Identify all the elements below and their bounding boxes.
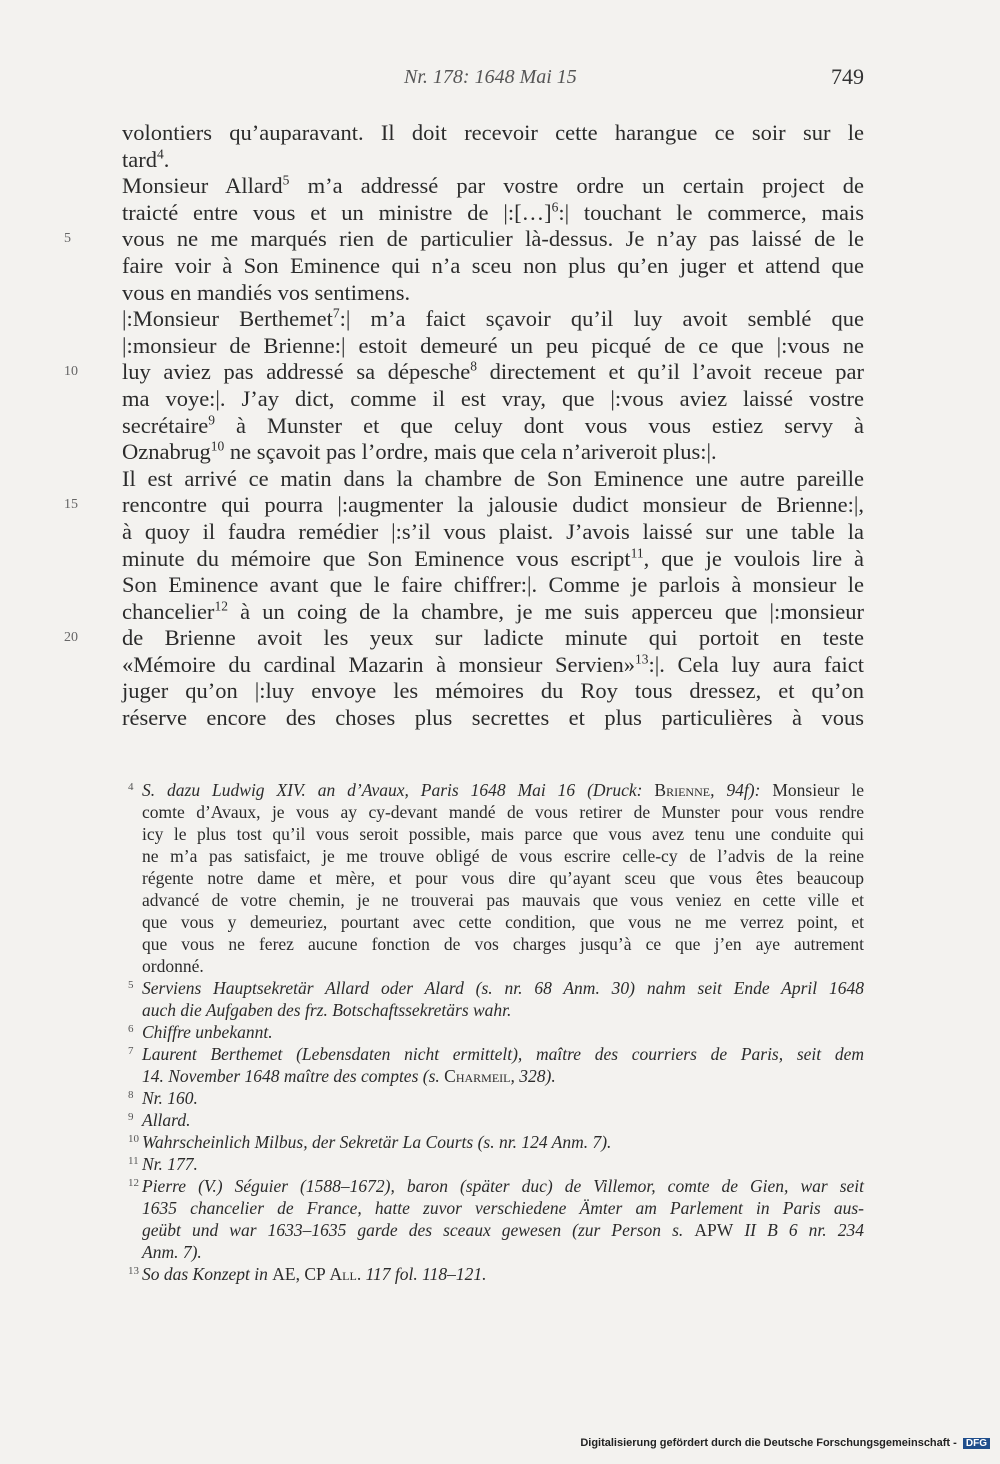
footnote-number: 7: [128, 1045, 134, 1057]
footnote-number: 6: [128, 1023, 134, 1035]
dfg-logo: DFG: [963, 1438, 990, 1449]
text-line: 15 rencontre qui pourra |:augmenter la jalousie dudict monsieur de Brienne:|,: [64, 492, 864, 518]
text-line: faire voir à Son Eminence qui n’a sceu non plus qu’en juger et attend que: [122, 252, 864, 278]
text-line: Son Eminence avant que le faire chiffrer:|. Comme je parlois à monsieur le: [122, 572, 864, 598]
funding-note: Digitalisierung gefördert durch die Deutsche Forschungsgemeinschaft -: [580, 1437, 957, 1449]
text-line: tard$^4$.: [122, 146, 170, 172]
footnote-number: 11: [128, 1155, 139, 1167]
footnote: 5 Serviens Hauptsekretär Allard oder Alard (s. nr. 68 Anm. 30) nahm seit Ende April 1648 auch die Aufgaben des frz. Botschaftssekretärs wahr.: [128, 978, 864, 1020]
text-line: 20 de Brienne avoit les yeux sur ladicte minute qui portoit en teste: [64, 625, 864, 651]
footnote-ref: 13: [635, 651, 649, 667]
main-text: [64, 120, 865, 732]
footnote-ref: 6: [551, 199, 559, 215]
footnote-ref: 10: [210, 438, 225, 454]
footnote-ref: 7: [332, 305, 340, 321]
footnote-number: 13: [128, 1265, 139, 1277]
footnote-number: 8: [128, 1089, 134, 1101]
footnote: 9 Allard.: [128, 1110, 191, 1130]
funding-footer: [580, 1437, 990, 1453]
text-line: réserve encore des choses plus secrettes et plus particulières à vous: [122, 705, 864, 731]
line-number: 5: [64, 231, 71, 247]
footnote: 10 Wahrscheinlich Milbus, der Sekretär La Courts (s. nr. 124 Anm. 7).: [128, 1132, 612, 1152]
footnote-ref: 4: [156, 146, 164, 162]
footnote: 6 Chiffre unbekannt.: [128, 1022, 273, 1042]
text-line: minute du mémoire que Son Eminence vous escript$^{11}$, que je voulois lire à: [122, 545, 864, 571]
footnote-number: 9: [128, 1111, 134, 1123]
line-number: 20: [64, 630, 78, 646]
text-line: 5 vous ne me marqués rien de particulier là-dessus. Je n’ay pas laissé de le: [64, 226, 864, 252]
footnote-number: 10: [128, 1133, 139, 1145]
text-line: secrétaire$^9$ à Munster et que celuy dont vous vous estiez servy à: [122, 412, 864, 438]
footnote: 4 S. dazu Ludwig XIV. an d’Avaux, Paris 1648 Mai 16 (Druck: Brienne, 94f): Monsieur le comte d’Avaux, je vous ay cy-devant mandé de vous retirer de Munster pour vous rendre icy le plus tost qu’il vous seroit possible, mais parce que vous avez tenu une conduite qui ne m’a pas satisfaict, je me trouve obligé de vous escrire celle-cy de l’advis de la reine régente notre dame et mère, et pour vous dire qu’ayant sceu que vous êtes beaucoup advancé de votre chemin, je ne trouverai pas mauvais que vous veniez en cette ville et que vous y demeuriez, pourtant avec cette condition, que vous ne me verrez point, et que vous ne ferez aucune fonction de vos charges jusqu’à ce que j’en aye autrement ordonné.: [128, 780, 864, 976]
text-line: volontiers qu’auparavant. Il doit recevoir cette harangue ce soir sur le: [122, 120, 864, 145]
text-line: vous en mandiés vos sentimens.: [122, 279, 411, 305]
footnote: 8 Nr. 160.: [128, 1088, 198, 1108]
footnote-ref: 8: [470, 358, 477, 374]
footnote: 11 Nr. 177.: [128, 1154, 198, 1174]
footnote-ref: 12: [214, 598, 228, 614]
text-line: |:Monsieur Berthemet$^7$:| m’a faict sçavoir qu’il luy avoit semblé que: [122, 305, 864, 332]
footnote-ref: 5: [282, 172, 290, 188]
line-number: 10: [64, 364, 78, 380]
footnote-number: 4: [128, 781, 134, 793]
text-line: chancelier$^{12}$ à un coing de la chambre, je me suis apperceu que |:monsieur: [122, 598, 864, 624]
text-line: à quoy il faudra remédier |:s’il vous plaist. J’avois laissé sur une table la: [122, 518, 864, 544]
footnote: 12 Pierre (V.) Séguier (1588–1672), baron (später duc) de Villemor, comte de Gien, war seit 1635 chancelier de France, hatte zuvor verschiedene Ämter am Parlement in Paris aus- geübt und war 1633–1635 garde des sceaux gewesen (zur Person s. APW II B 6 nr. 234 Anm. 7).: [128, 1176, 864, 1262]
text-line: |:monsieur de Brienne:| estoit demeuré un peu picqué de ce que |:vous ne: [122, 332, 864, 358]
text-line: «Mémoire du cardinal Mazarin à monsieur Servien»$^{13}$:|. Cela luy aura faict: [122, 651, 864, 677]
text-line: ma voye:|. J’ay dict, comme il est vray, que |:vous aviez laissé vostre: [122, 385, 864, 411]
footnote-number: 5: [128, 979, 134, 991]
text-line: juger qu’on |:luy envoye les mémoires du Roy tous dressez, et qu’on: [122, 678, 864, 704]
text-line: Il est arrivé ce matin dans la chambre de Son Eminence une autre pareille: [122, 465, 864, 491]
page-number: 749: [831, 64, 864, 89]
footnote: 13 So das Konzept in AE, CP All. 117 fol. 118–121.: [128, 1264, 487, 1284]
footnote-ref: 11: [630, 545, 644, 560]
footnotes: [128, 779, 864, 1285]
footnote-number: 12: [128, 1177, 139, 1189]
text-line: 10 luy aviez pas addressé sa dépesche$^8$ directement et qu’il l’avoit receue par: [64, 358, 864, 385]
text-line: traicté entre vous et un ministre de |:[…]$^6$:| touchant le commerce, mais: [122, 199, 865, 225]
page-header: [122, 66, 864, 96]
footnote: 7 Laurent Berthemet (Lebensdaten nicht ermittelt), maître des courriers de Paris, seit dem 14. November 1648 maître des comptes (s. Charmeil, 328).: [128, 1044, 864, 1086]
text-line: Monsieur Allard$^5$ m’a addressé par vostre ordre un certain project de: [122, 172, 864, 199]
line-number: 15: [64, 497, 78, 513]
running-title: Nr. 178: 1648 Mai 15: [404, 66, 577, 88]
text-line: Oznabrug$^{10}$ ne sçavoit pas l’ordre, mais que cela n’ariveroit plus:|.: [122, 438, 717, 465]
footnote-ref: 9: [208, 412, 215, 428]
